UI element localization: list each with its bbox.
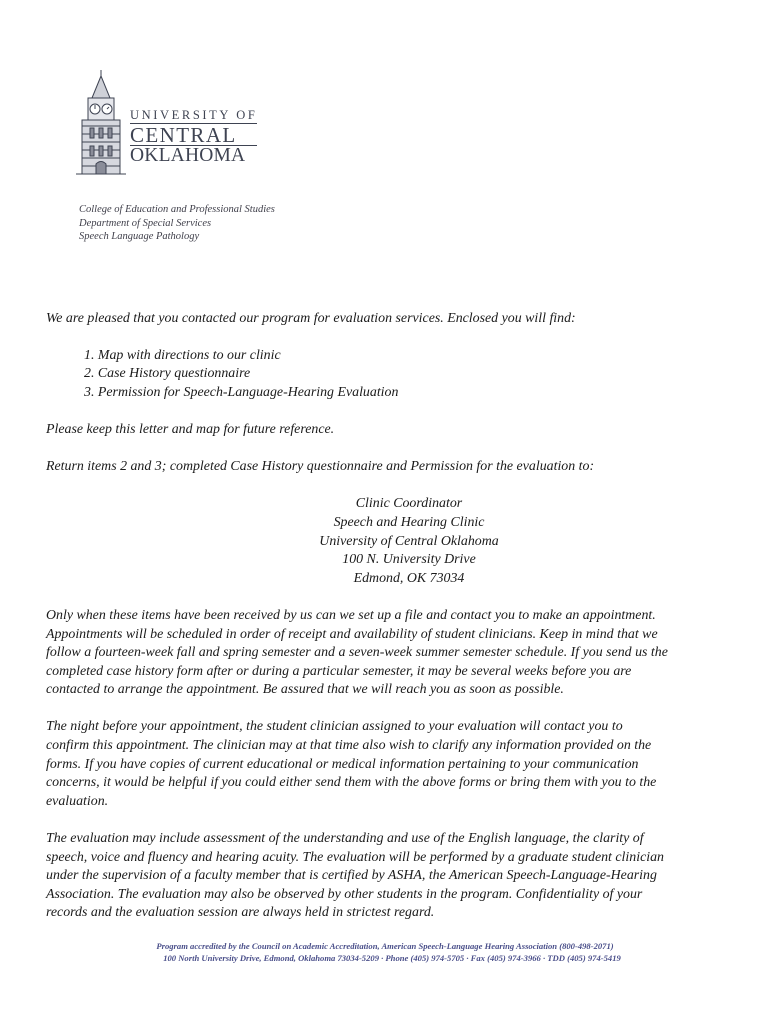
accreditation-line: Program accredited by the Council on Academic Accreditation, American Speech-Language Hearing Association (800-498-2071) bbox=[156, 941, 614, 951]
paragraph-line: records and the evaluation session are always held in strictest regard. bbox=[46, 905, 435, 921]
address-line: Clinic Coordinator bbox=[355, 496, 463, 512]
program-name: Speech Language Pathology bbox=[79, 231, 200, 242]
college-name: College of Education and Professional Studies bbox=[79, 204, 275, 215]
logo-wordmark bbox=[130, 108, 257, 166]
paragraph-line: Only when these items have been received by us can we set up a file and contact you to make an appointment. bbox=[46, 607, 656, 623]
paragraph-line: forms. If you have copies of current educational or medical information pertaining to your communication bbox=[46, 756, 639, 772]
clock-tower-icon bbox=[74, 68, 128, 176]
paragraph-line: speech, voice and fluency and hearing acuity. The evaluation will be performed by a graduate student clinician bbox=[46, 849, 664, 865]
address-line: University of Central Oklahoma bbox=[319, 533, 499, 549]
list-item: 3. Permission for Speech-Language-Hearing Evaluation bbox=[84, 384, 399, 400]
mailing-address bbox=[82, 495, 736, 588]
department-block bbox=[79, 203, 275, 244]
keep-note: Please keep this letter and map for future reference. bbox=[46, 421, 335, 437]
paragraph-line: The evaluation may include assessment of the understanding and use of the English language, the clarity of bbox=[46, 831, 644, 847]
letter-footer bbox=[0, 941, 770, 964]
paragraph-line: Appointments will be scheduled in order of receipt and availability of student clinicians. Keep in mind that we bbox=[46, 626, 658, 642]
logo-line-oklahoma: OKLAHOMA bbox=[130, 145, 257, 166]
address-line: Edmond, OK 73034 bbox=[353, 570, 465, 586]
letter-body bbox=[46, 310, 736, 923]
address-line: 100 N. University Drive bbox=[342, 552, 476, 568]
enclosure-list bbox=[84, 347, 736, 403]
contact-line: 100 North University Drive, Edmond, Oklahoma 73034-5209 · Phone (405) 974-5705 · Fax (405) 974-3966 · TDD (405) 974-5419 bbox=[163, 952, 621, 963]
paragraph-appointment bbox=[46, 718, 736, 811]
return-note: Return items 2 and 3; completed Case History questionnaire and Permission for the evaluation to: bbox=[46, 459, 595, 475]
paragraph-line: follow a fourteen-week fall and spring semester and a seven-week summer semester schedule. If you send us the bbox=[46, 645, 668, 661]
paragraph-line: Association. The evaluation may also be observed by other students in the program. Confidentiality of your bbox=[46, 886, 643, 902]
paragraph-line: contacted to arrange the appointment. Be assured that we will reach you as soon as possible. bbox=[46, 682, 564, 698]
paragraph-scheduling bbox=[46, 607, 736, 700]
logo-line-central: CENTRAL bbox=[130, 123, 257, 145]
university-logo bbox=[74, 68, 264, 176]
list-item: 2. Case History questionnaire bbox=[84, 366, 251, 382]
intro-paragraph: We are pleased that you contacted our program for evaluation services. Enclosed you will find: bbox=[46, 311, 576, 326]
paragraph-evaluation bbox=[46, 830, 736, 923]
address-line: Speech and Hearing Clinic bbox=[333, 514, 485, 530]
paragraph-line: confirm this appointment. The clinician may at that time also wish to clarify any information provided on the bbox=[46, 738, 652, 754]
paragraph-line: The night before your appointment, the student clinician assigned to your evaluation will contact you to bbox=[46, 719, 623, 735]
paragraph-line: under the supervision of a faculty member that is certified by ASHA, the American Speech-Language-Hearing bbox=[46, 868, 657, 884]
paragraph-line: completed case history form after or during a particular semester, it may be several weeks before you are bbox=[46, 663, 632, 679]
paragraph-line: concerns, it would be helpful if you could either send them with the above forms or bring them with you to the bbox=[46, 775, 657, 791]
department-name: Department of Special Services bbox=[79, 217, 212, 229]
list-item: 1. Map with directions to our clinic bbox=[84, 347, 281, 363]
logo-line-university: UNIVERSITY OF bbox=[130, 108, 258, 122]
paragraph-line: evaluation. bbox=[46, 793, 109, 809]
